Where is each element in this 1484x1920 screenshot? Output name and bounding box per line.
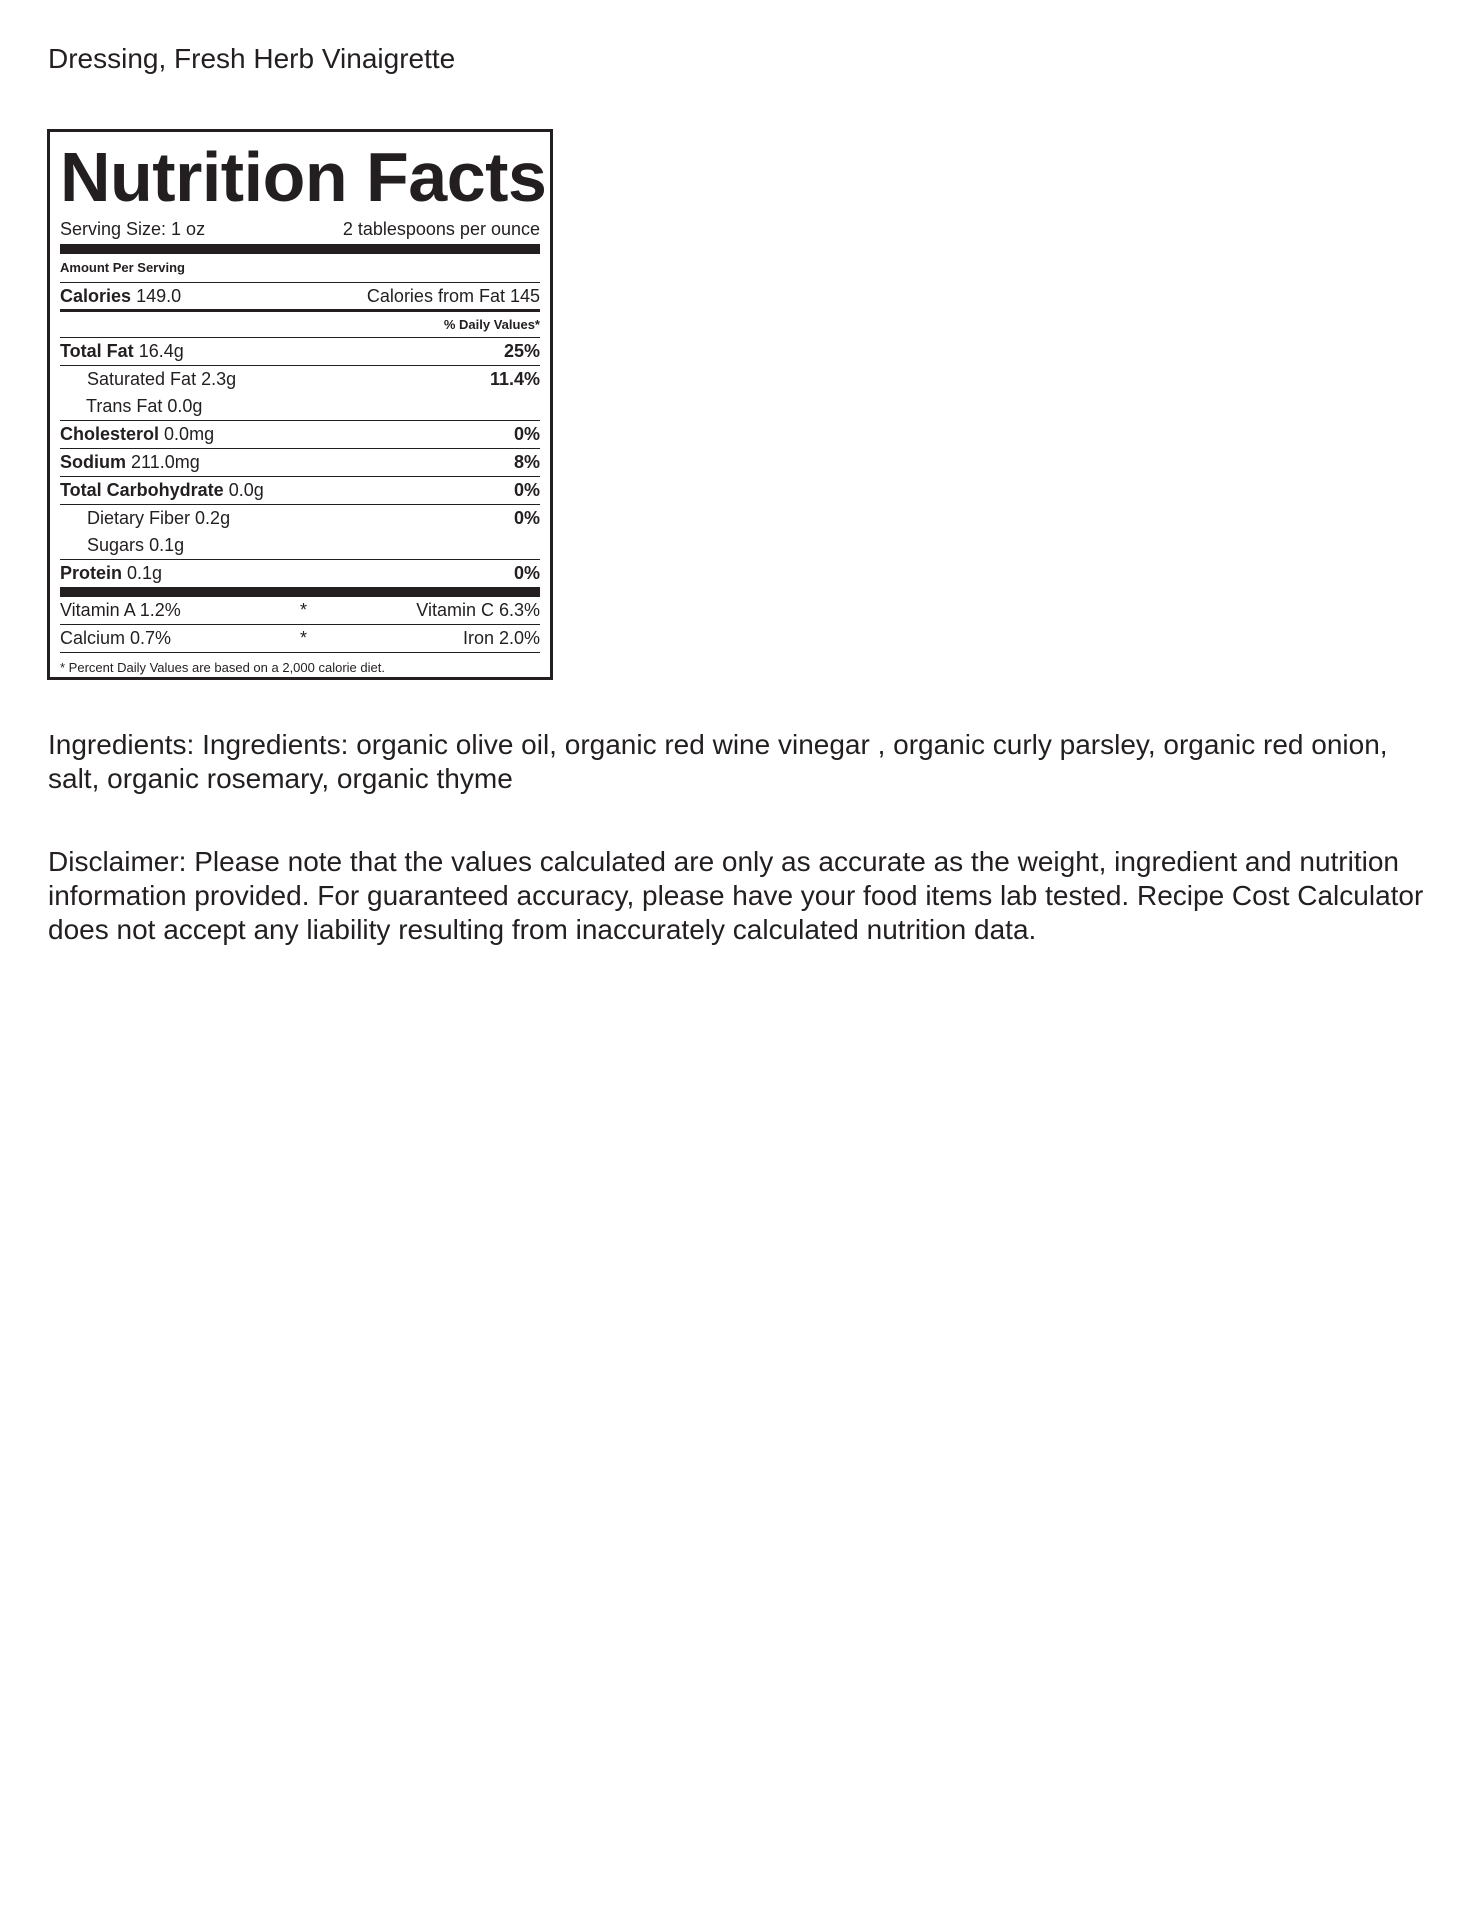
- nutrient-name: Protein: [60, 563, 123, 583]
- nutrient-dv: 0%: [513, 508, 540, 528]
- vitamin-separator: *: [300, 628, 308, 648]
- thick-divider: [60, 244, 540, 254]
- nutrient-row-total-carbohydrate: [60, 477, 540, 505]
- nutrient-row-protein: [60, 560, 540, 597]
- calories-row: [60, 283, 540, 312]
- nutrient-name: Cholesterol: [60, 424, 160, 444]
- nutrient-amount: 0.1g: [149, 535, 185, 555]
- nutrient-dv: 25%: [503, 341, 540, 361]
- nutrient-amount: 0.2g: [195, 508, 231, 528]
- nutrient-dv: 11.4%: [489, 369, 540, 389]
- nutrient-row-dietary-fiber: [60, 505, 540, 532]
- serving-note: 2 tablespoons per ounce: [342, 218, 540, 239]
- nutrient-dv: 0%: [513, 563, 540, 583]
- vitamin-separator: *: [300, 600, 308, 620]
- product-name: Dressing, Fresh Herb Vinaigrette: [48, 43, 456, 74]
- nutrient-amount: 0.0mg: [164, 424, 215, 444]
- nutrient-row-total-fat: [60, 338, 540, 366]
- nutrient-row-sugars: [60, 532, 540, 560]
- vitamin-row: [60, 597, 540, 625]
- serving-size: Serving Size: 1 oz: [60, 218, 206, 239]
- vitamin-left: Calcium 0.7%: [60, 628, 172, 648]
- serving-row: [60, 214, 540, 244]
- daily-values-header: % Daily Values*: [60, 312, 540, 338]
- nutrient-name: Saturated Fat: [87, 369, 197, 389]
- nutrition-facts-title: Nutrition Facts: [60, 138, 547, 216]
- nutrient-dv: 0%: [513, 424, 540, 444]
- nutrient-name: Sodium: [60, 452, 126, 472]
- nutrient-row-sodium: [60, 449, 540, 477]
- nutrient-amount: 211.0mg: [131, 452, 200, 472]
- nutrient-dv: 8%: [513, 452, 540, 472]
- nutrient-amount: 16.4g: [138, 341, 184, 361]
- nutrient-name: Total Carbohydrate: [60, 480, 224, 500]
- nutrient-amount: 0.0g: [228, 480, 264, 500]
- calories-label: Calories: [60, 285, 132, 306]
- nutrition-facts-label: [47, 129, 553, 680]
- disclaimer-text: Disclaimer: Please note that the values calculated are only as accurate as the weight, ingredient and nutrition information provided. For guaranteed accuracy, please have your food items lab tested. Recipe Cost Calculator does not accept any liability resulting from inaccurately calculated nutrition data.: [48, 846, 1424, 945]
- nutrient-amount: 2.3g: [201, 369, 237, 389]
- vitamin-row: [60, 625, 540, 653]
- daily-values-footnote: * Percent Daily Values are based on a 2,000 calorie diet.: [60, 660, 385, 675]
- calories: [60, 286, 181, 307]
- nutrient-row-saturated-fat: [60, 366, 540, 393]
- nutrient-name: Total Fat: [60, 341, 134, 361]
- vitamin-left: Vitamin A 1.2%: [60, 600, 181, 620]
- nutrient-amount: 0.0g: [167, 396, 203, 416]
- amount-per-serving: Amount Per Serving: [60, 254, 540, 283]
- nutrient-name: Trans Fat: [86, 396, 163, 416]
- calories-value: 149.0: [136, 285, 182, 306]
- nutrient-name: Sugars: [87, 535, 145, 555]
- vitamin-right: Vitamin C 6.3%: [416, 600, 540, 620]
- ingredients-text: Ingredients: Ingredients: organic olive oil, organic red wine vinegar , organic curly parsley, organic red onion, salt, organic rosemary, organic thyme: [48, 729, 1388, 794]
- vitamin-right: Iron 2.0%: [462, 628, 540, 648]
- nutrient-amount: 0.1g: [127, 563, 163, 583]
- nutrient-row-trans-fat: [60, 393, 540, 421]
- nutrient-name: Dietary Fiber: [87, 508, 191, 528]
- nutrient-dv: 0%: [513, 480, 540, 500]
- nutrient-row-cholesterol: [60, 421, 540, 449]
- calories-from-fat: Calories from Fat 145: [366, 285, 540, 306]
